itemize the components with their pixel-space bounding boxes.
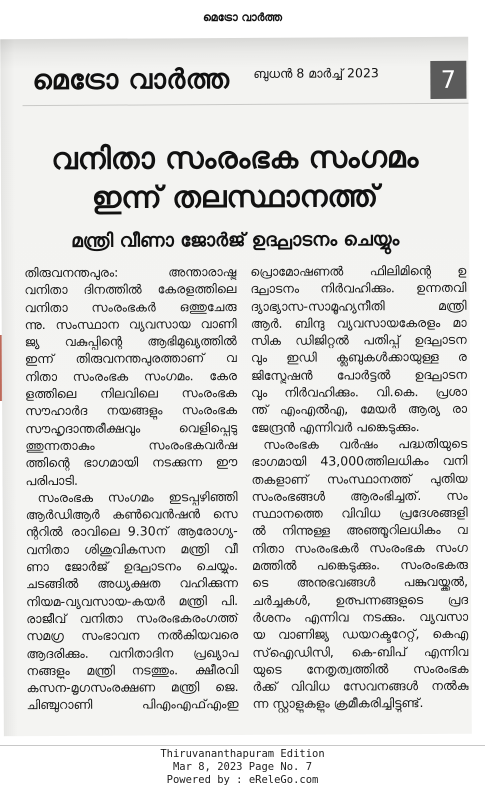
text-line: സംരംഭക സംഗമം ഇടപ്പഴിഞ്ഞി [37, 488, 238, 505]
text-line: ദ്യാഭ്യാസ-സാമൂഹ്യനീതി മന്ത്രി [250, 297, 467, 314]
text-line: ന്ത് എംഎൽഎ, മേയർ ആര്യ രാ [251, 401, 468, 418]
paragraph [24, 263, 237, 489]
subheadline: മന്ത്രി വീണാ ജോർജ് ഉദ്ഘാടനം ചെയ്യും [71, 229, 400, 252]
text-line: ഇന്ന് തിരുവനന്തപുരത്താണ് വ [24, 350, 237, 367]
masthead-rule [23, 103, 469, 106]
text-line: വനിതാ ശിശുവികസന മന്ത്രി വീ [25, 540, 238, 557]
text-line: സ്ഥാനത്തെ വിവിധ പ്രദേശങ്ങളി [251, 504, 468, 522]
text-line: ർശനം എന്നിവ നടക്കും. വ്യവസാ [252, 608, 469, 625]
text-line: യുടെ നേതൃത്വത്തിൽ സംരംഭക [252, 660, 469, 677]
text-line: സംരംഭങ്ങൾ ആരംഭിച്ചത്. സം [251, 487, 468, 504]
text-line: ന്ന സ്റ്റാളുകളും ക്രമീകരിച്ചിട്ടുണ്ട്. [252, 695, 424, 712]
text-line: ചർച്ചകൾ, ഉത്പന്നങ്ങളുടെ പ്രദ [252, 591, 469, 608]
text-line: പ്രൊമോഷണൽ ഫിലിമിന്റെ ഉ [250, 262, 467, 279]
text-line: യ വാണിജ്യ ഡയറക്ടറേറ്റ്, കെഎ [252, 626, 469, 643]
text-line: ർക്ക് വിവിധ സേവനങ്ങൾ നൽകു [252, 677, 469, 695]
paragraph [250, 262, 467, 436]
text-line: ജിസ്ട്രേഷൻ പോർട്ടൽ ഉദ്ഘാടന [250, 366, 467, 383]
headline-line-1: വനിതാ സംരംഭക സംഗമം [51, 140, 419, 177]
text-line: രാജീവ് വനിതാ സംരംഭകരംഗത്ത് [26, 609, 239, 627]
text-line: തിരുവനന്തപുരം: അന്താരാഷ്ട്ര [24, 263, 237, 281]
paragraph [26, 488, 239, 714]
text-line: വും ഇഡി ക്ലബുകൾക്കായുള്ള ര [250, 349, 467, 366]
text-line: സൗഹൃദാന്തരീക്ഷവും വെളിപ്പെടു [25, 419, 238, 436]
text-line: ജ്യ വകുപ്പിന്റെ ആഭിമുഖ്യത്തിൽ [24, 333, 237, 350]
text-line: ന്ററിൽ രാവിലെ 9.30ന് ആരോഗ്യ- [25, 523, 238, 540]
text-line: നിയമ-വ്യവസായ-കയർ മന്ത്രി പി. [26, 592, 239, 609]
footer-separator [0, 745, 485, 746]
text-line: വനിതാ സംരംഭകർ ഒത്തുചേരു [24, 298, 237, 315]
column-right [250, 262, 468, 713]
text-line: ആർഡിആർ കൺവെൻഷൻ സെ [25, 506, 238, 523]
text-line: ഭാഗമായി 43,000ത്തിലധികം വനി [251, 453, 468, 470]
text-line: ആർ. ബിന്ദു വ്യവസായകേരളം മാ [250, 314, 467, 331]
text-line: പരിപാടി. [25, 472, 78, 488]
text-line: നങ്ങളും മന്ത്രി നടത്തും. ക്ഷീരവി [26, 661, 239, 678]
text-line: ചിഞ്ചുറാണി പിഎംഎഫ്എംഇ [26, 696, 239, 713]
text-line: ടെ അനുഭവങ്ങൾ പങ്കുവയ്ക്കൽ, [251, 574, 469, 591]
text-line: സിക ഡിജിറ്റൽ പതിപ്പ് ഉദ്ഘാടന [250, 331, 467, 349]
masthead-title: മെട്രോ വാർത്ത [32, 64, 230, 97]
paragraph [251, 435, 468, 713]
footer [0, 748, 485, 787]
headline-line-2: ഇന്ന് തലസ്ഥാനത്ത് [91, 179, 379, 216]
footer-powered-by: Powered by : eReleGo.com [166, 774, 319, 786]
text-line: ദ്ഘാടനം നിർവഹിക്കും. ഉന്നതവി [250, 280, 467, 297]
text-line: സമഗ്ര സംഭാവന നൽകിയവരെ [26, 627, 239, 644]
issue-date: ബുധൻ 8 മാർച്ച് 2023 [253, 65, 379, 81]
column-left [24, 263, 238, 714]
text-line: ചടങ്ങിൽ അധ്യക്ഷത വഹിക്കുന്ന [25, 575, 239, 592]
text-line: ണാ ജോർജ് ഉദ്ഘാടനം ചെയ്യും. [25, 558, 238, 575]
text-line: നിതാ സംരംഭകർ സംരംഭക സംഗ [251, 539, 468, 556]
text-line: വും നിർവഹിക്കും. വി.കെ. പ്രശാ [250, 383, 468, 400]
text-line: ളത്തിലെ നിലവിലെ സംരംഭക [24, 385, 238, 402]
text-line: വനിതാ ദിനത്തിൽ കേരളത്തിലെ [24, 281, 237, 298]
footer-date-page: Mar 8, 2023 Page No. 7 [172, 761, 313, 773]
text-line: നിതാ സംരംഭക സംഗമം. കേര [24, 367, 237, 384]
text-line: ൽ നിന്നുള്ള അഞ്ഞൂറിലധികം വ [251, 522, 468, 539]
page-title: മെട്രോ വാർത്ത [202, 11, 283, 24]
text-line: സ്ഐഡിസി, കെ-ബിപ് എന്നിവ [252, 643, 469, 660]
text-line: മത്തിൽ പങ്കെടുക്കും. സംരംഭകരു [251, 556, 468, 573]
footer-edition: Thiruvananthapuram Edition [160, 748, 325, 760]
text-line: ത്തുന്നതാകും സംരംഭകവർഷ [25, 436, 238, 454]
text-line: കസന-മൃഗസംരക്ഷണ മന്ത്രി ജെ. [26, 679, 239, 696]
text-line: ത്തിന്റെ ഭാഗമായി നടക്കുന്ന ഈ [25, 454, 238, 471]
text-line: ന്നു. സംസ്ഥാന വ്യവസായ വാണി [24, 315, 237, 332]
text-line: സംരംഭക വർഷം പദ്ധതിയുടെ [263, 435, 468, 452]
newspaper-clipping [0, 37, 472, 736]
text-line: ആദരിക്കും. വനിതാദിന പ്രഖ്യാപ [26, 644, 239, 661]
text-line: ജേന്ദ്രൻ എന്നിവർ പങ്കെടുക്കും. [251, 418, 420, 435]
text-line: തകളാണ് സംസ്ഥാനത്ത് പുതിയ [251, 470, 468, 487]
text-line: സൗഹാർദ നയങ്ങളും സംരംഭക [25, 402, 238, 419]
page-number-badge: 7 [430, 61, 466, 99]
